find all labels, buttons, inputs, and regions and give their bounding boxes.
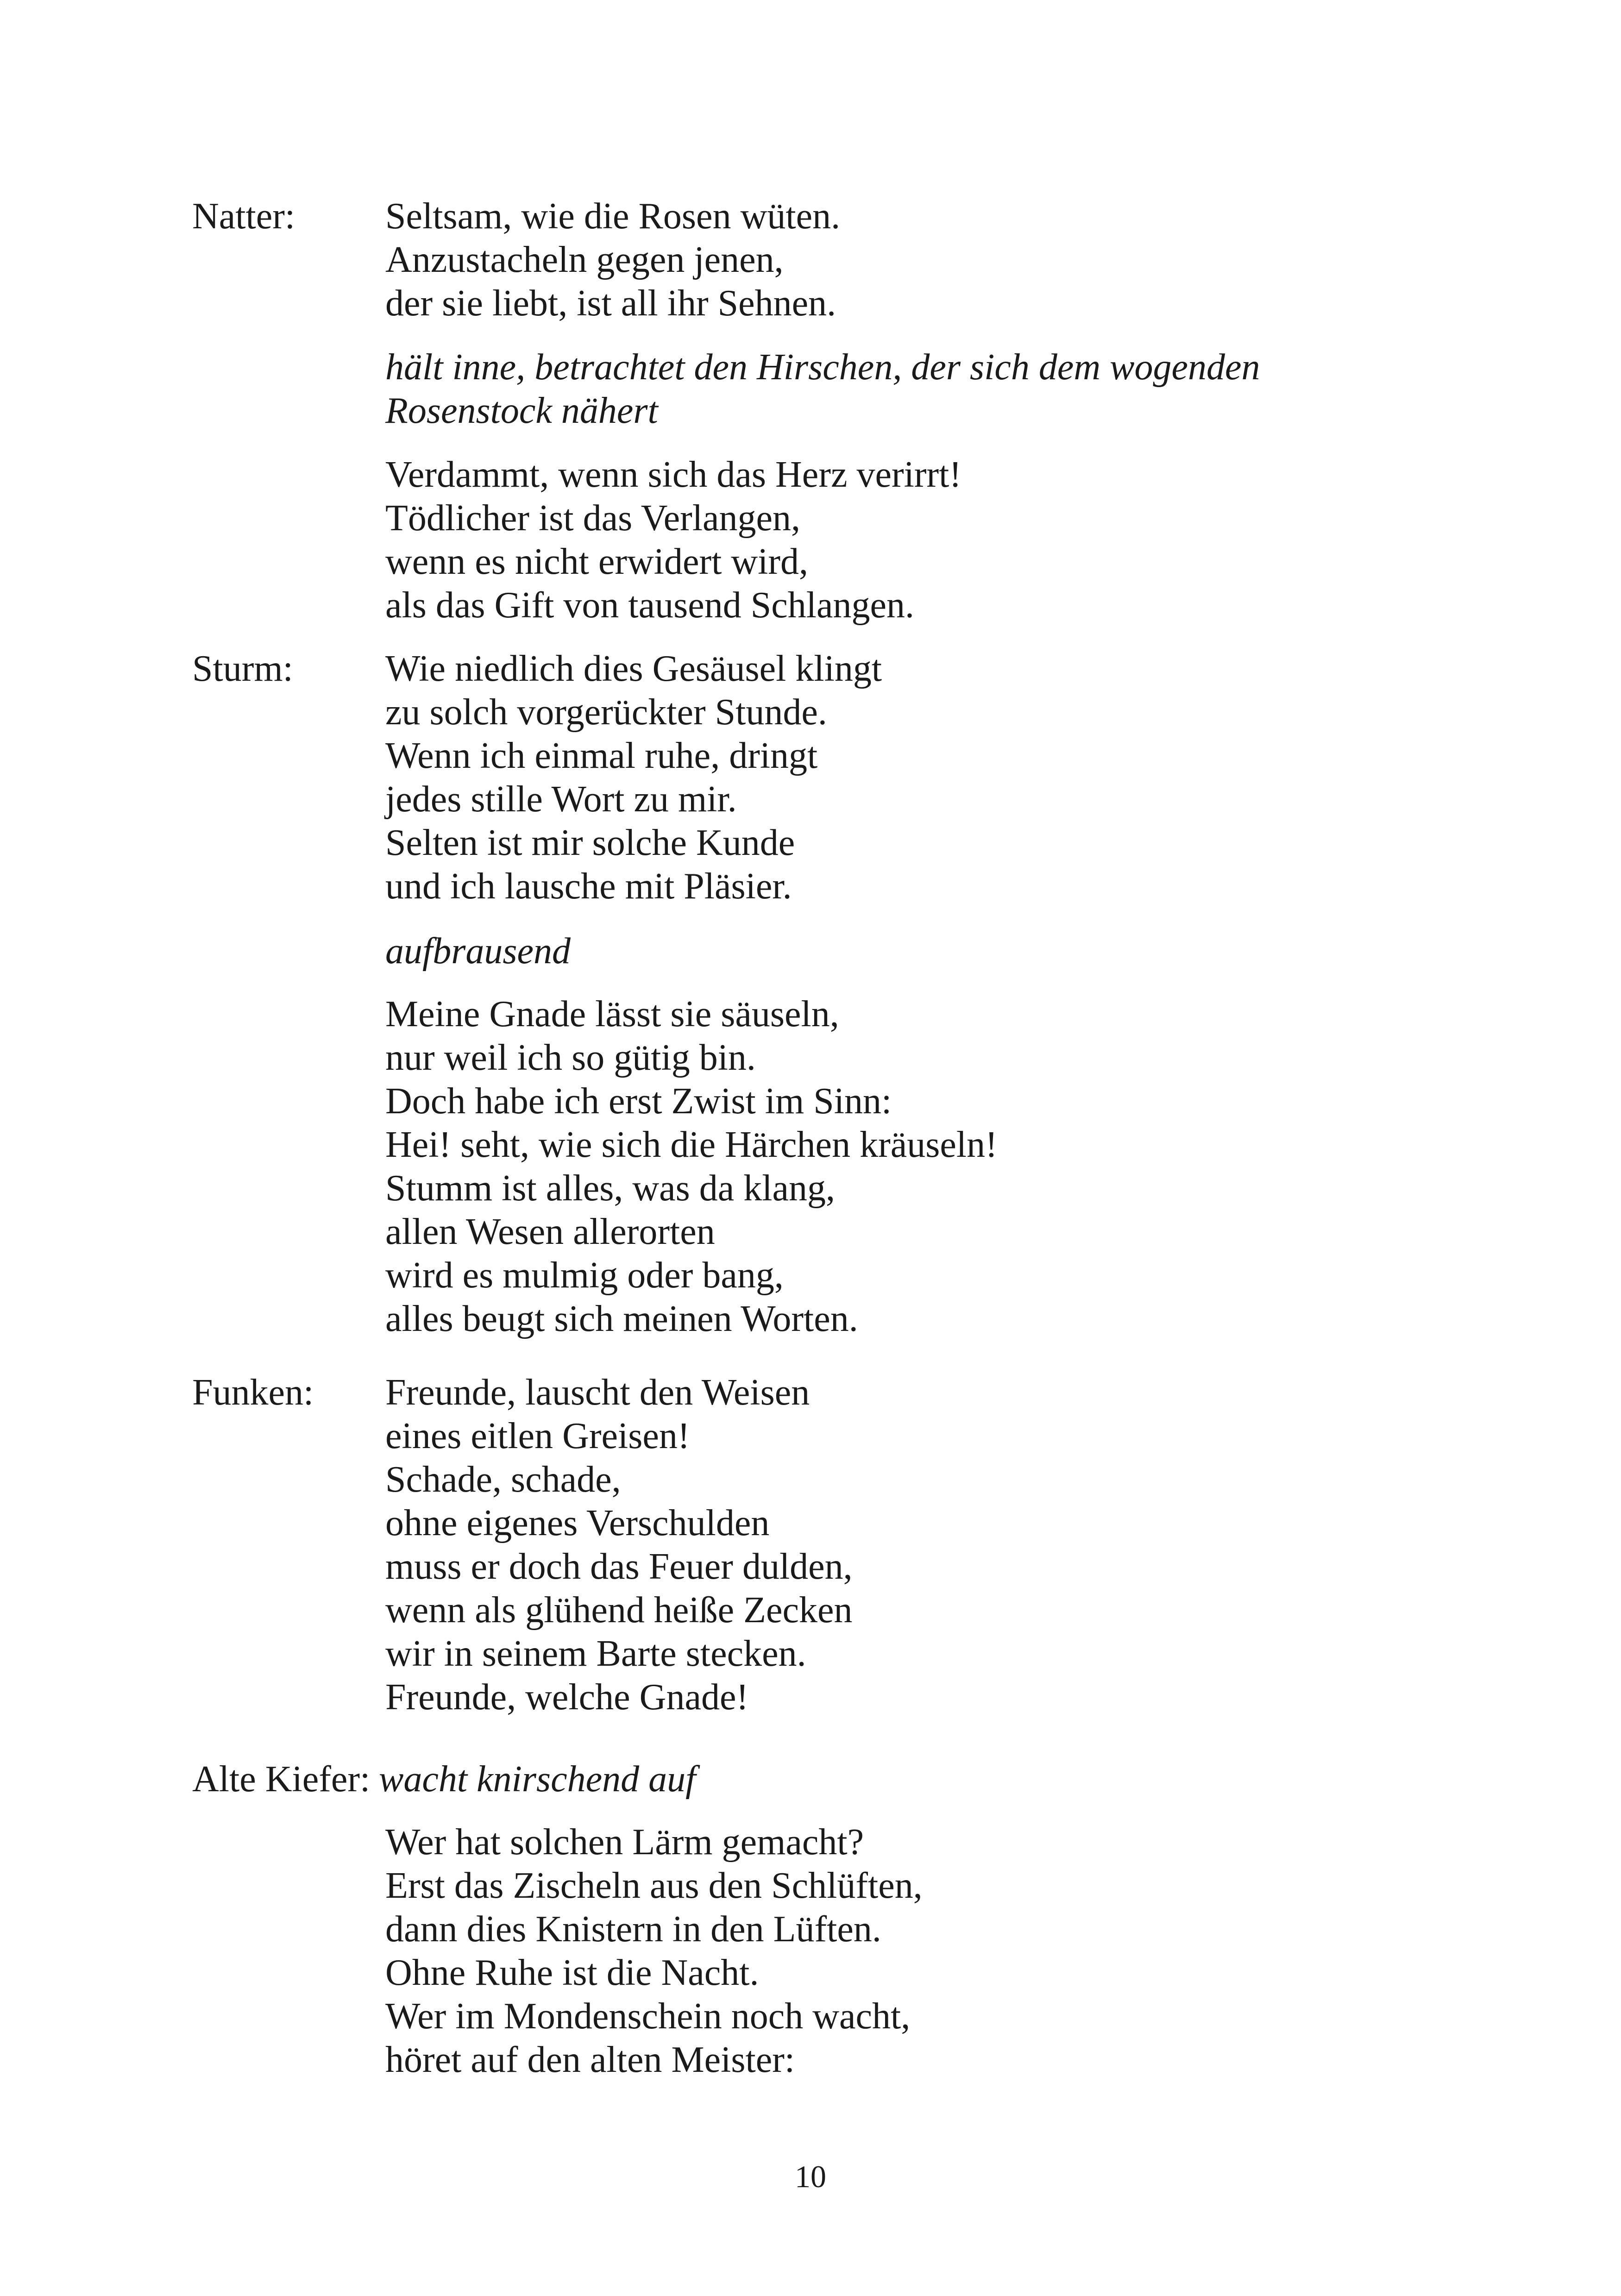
verse-line: Ohne Ruhe ist die Nacht. xyxy=(385,1952,759,1993)
verse-line: Verdammt, wenn sich das Herz verirrt! xyxy=(385,454,961,495)
stage-direction-inline: wacht knirschend auf xyxy=(379,1759,696,1800)
verse-block xyxy=(385,1820,923,2082)
verse-line: ohne eigenes Verschulden xyxy=(385,1503,770,1543)
speaker-name: Funken: xyxy=(192,1372,314,1413)
verse-line: Wenn ich einmal ruhe, dringt xyxy=(385,735,818,776)
speaker-name: Natter: xyxy=(192,196,295,237)
verse-line: höret auf den alten Meister: xyxy=(385,2039,795,2080)
verse-line: wenn es nicht erwidert wird, xyxy=(385,541,809,582)
verse-line: dann dies Knistern in den Lüften. xyxy=(385,1909,881,1950)
verse-line: jedes stille Wort zu mir. xyxy=(385,779,737,820)
stage-line: hält inne, betrachtet den Hirschen, der sich dem wogenden xyxy=(385,347,1260,388)
verse-line: Meine Gnade lässt sie säuseln, xyxy=(385,994,839,1035)
speaker-name: Sturm: xyxy=(192,648,293,689)
verse-line: wird es mulmig oder bang, xyxy=(385,1255,784,1296)
verse-line: Doch habe ich erst Zwist im Sinn: xyxy=(385,1081,892,1122)
page-number: 10 xyxy=(795,2159,826,2194)
verse-line: allen Wesen allerorten xyxy=(385,1211,715,1252)
verse-line: als das Gift von tausend Schlangen. xyxy=(385,585,914,626)
verse-line: eines eitlen Greisen! xyxy=(385,1416,690,1456)
stage-line: aufbrausend xyxy=(385,931,571,972)
verse-line: Stumm ist alles, was da klang, xyxy=(385,1168,836,1209)
verse-line: wenn als glühend heiße Zecken xyxy=(385,1590,853,1631)
verse-line: Schade, schade, xyxy=(385,1459,621,1500)
verse-line: Freunde, lauscht den Weisen xyxy=(385,1372,810,1413)
verse-line: der sie liebt, ist all ihr Sehnen. xyxy=(385,283,836,324)
speaker-name: Alte Kiefer: xyxy=(192,1759,371,1800)
verse-line: wir in seinem Barte stecken. xyxy=(385,1633,806,1674)
verse-line: alles beugt sich meinen Worten. xyxy=(385,1299,858,1339)
verse-line: Seltsam, wie die Rosen wüten. xyxy=(385,196,841,237)
verse-line: Wer hat solchen Lärm gemacht? xyxy=(385,1822,864,1863)
verse-line: zu solch vorgerückter Stunde. xyxy=(385,692,827,733)
stage-direction xyxy=(385,929,571,973)
verse-block xyxy=(385,992,998,1341)
verse-block xyxy=(385,647,882,908)
verse-block xyxy=(385,453,961,627)
verse-line: muss er doch das Feuer dulden, xyxy=(385,1546,853,1587)
verse-line: Freunde, welche Gnade! xyxy=(385,1677,749,1718)
verse-line: Selten ist mir solche Kunde xyxy=(385,822,795,863)
stage-direction xyxy=(385,345,1260,433)
verse-line: und ich lausche mit Pläsier. xyxy=(385,866,792,907)
verse-line: Tödlicher ist das Verlangen, xyxy=(385,498,801,539)
verse-line: Wer im Mondenschein noch wacht, xyxy=(385,1996,911,2037)
stage-line: Rosenstock nähert xyxy=(385,390,658,431)
verse-line: Anzustacheln gegen jenen, xyxy=(385,239,784,280)
verse-line: Erst das Zischeln aus den Schlüften, xyxy=(385,1865,923,1906)
verse-line: Hei! seht, wie sich die Härchen kräuseln! xyxy=(385,1124,998,1165)
verse-block xyxy=(385,1371,853,1719)
verse-block xyxy=(385,194,840,325)
verse-line: nur weil ich so gütig bin. xyxy=(385,1037,756,1078)
verse-line: Wie niedlich dies Gesäusel klingt xyxy=(385,648,882,689)
